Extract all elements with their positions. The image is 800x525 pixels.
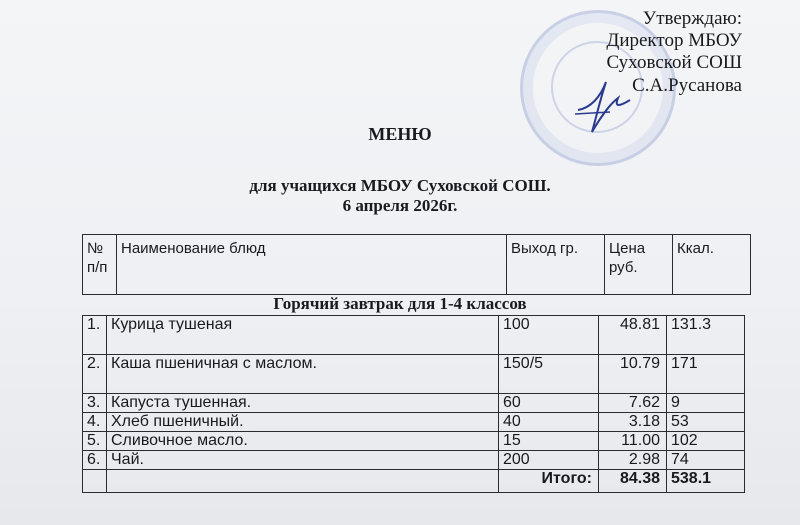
row-number: 4. — [83, 413, 107, 432]
subtitle-line-1: для учащихся МБОУ Суховской СОШ. — [249, 176, 551, 195]
row-price: 3.18 — [599, 413, 667, 432]
page-title: МЕНЮ — [368, 124, 432, 144]
row-price: 2.98 — [599, 451, 667, 470]
row-yield: 150/5 — [499, 355, 599, 394]
row-number: 1. — [83, 316, 107, 355]
row-dish: Каша пшеничная с маслом. — [107, 355, 499, 394]
total-price: 84.38 — [599, 470, 667, 493]
total-label: Итого: — [499, 470, 599, 493]
approval-line-2: Директор МБОУ — [606, 30, 742, 51]
row-kcal: 53 — [667, 413, 745, 432]
total-kcal: 538.1 — [667, 470, 745, 493]
row-kcal: 171 — [667, 355, 745, 394]
row-dish: Сливочное масло. — [107, 432, 499, 451]
menu-table — [82, 315, 745, 493]
row-price: 48.81 — [599, 316, 667, 355]
section-title: Горячий завтрак для 1-4 классов — [273, 294, 527, 313]
row-number: 3. — [83, 394, 107, 413]
row-yield: 100 — [499, 316, 599, 355]
header-kcal: Ккал. — [673, 235, 751, 295]
row-yield: 40 — [499, 413, 599, 432]
table-row — [83, 355, 745, 394]
table-row — [83, 316, 745, 355]
approval-line-1: Утверждаю: — [642, 8, 742, 29]
row-dish: Курица тушеная — [107, 316, 499, 355]
row-kcal: 102 — [667, 432, 745, 451]
row-number: 5. — [83, 432, 107, 451]
row-price: 7.62 — [599, 394, 667, 413]
row-price: 11.00 — [599, 432, 667, 451]
row-yield: 200 — [499, 451, 599, 470]
table-row — [83, 451, 745, 470]
row-kcal: 9 — [667, 394, 745, 413]
row-dish: Капуста тушенная. — [107, 394, 499, 413]
row-kcal: 74 — [667, 451, 745, 470]
row-number: 6. — [83, 451, 107, 470]
row-yield: 15 — [499, 432, 599, 451]
menu-table-header — [82, 234, 751, 295]
table-row — [83, 413, 745, 432]
table-row — [83, 432, 745, 451]
table-row — [83, 394, 745, 413]
subtitle-date: 6 апреля 2026г. — [342, 196, 458, 215]
row-yield: 60 — [499, 394, 599, 413]
row-price: 10.79 — [599, 355, 667, 394]
header-yield: Выход гр. — [507, 235, 605, 295]
row-dish: Хлеб пшеничный. — [107, 413, 499, 432]
page-subtitle — [0, 176, 800, 216]
header-number: № п/п — [83, 235, 117, 295]
header-price: Цена руб. — [605, 235, 673, 295]
approval-block — [606, 8, 742, 97]
header-dish: Наименование блюд — [117, 235, 507, 295]
row-number: 2. — [83, 355, 107, 394]
row-kcal: 131.3 — [667, 316, 745, 355]
row-dish: Чай. — [107, 451, 499, 470]
total-row — [83, 470, 745, 493]
approval-line-3: Суховской СОШ — [606, 52, 742, 73]
approval-signatory: С.А.Русанова — [632, 75, 742, 96]
